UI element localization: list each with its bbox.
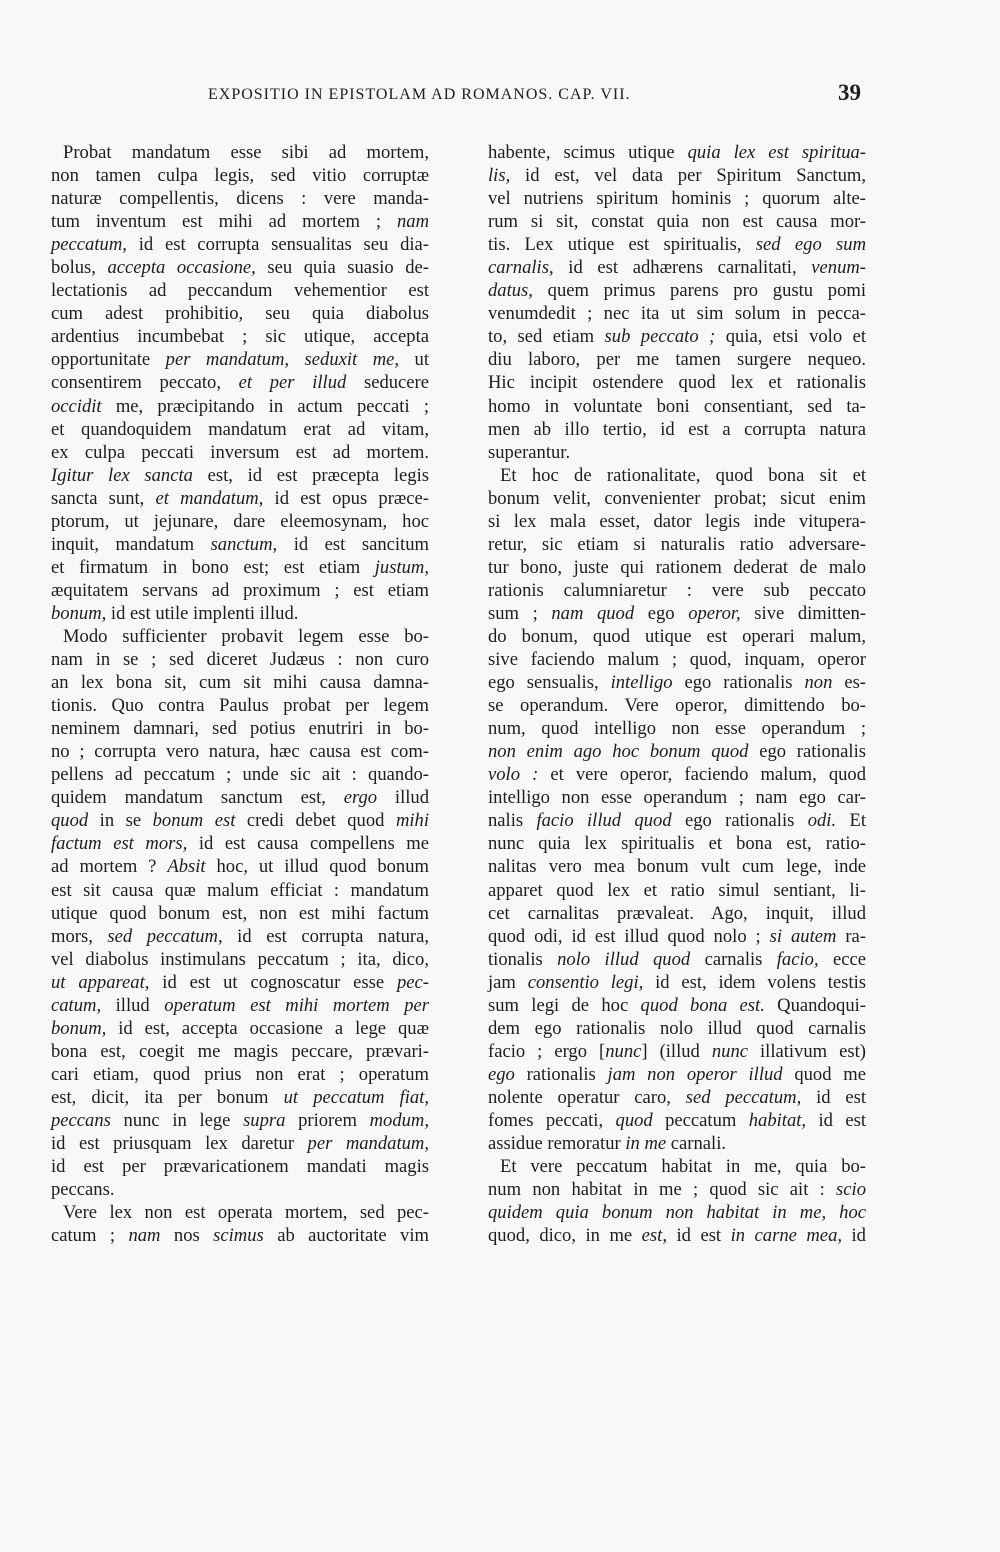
text-segment: credi debet quod bbox=[235, 810, 396, 832]
text-segment: mors, bbox=[51, 925, 108, 947]
text-line bbox=[51, 694, 429, 717]
italic-segment: nolo illud quod bbox=[557, 948, 691, 970]
text-segment: ex culpa peccati inversum est ad mortem. bbox=[51, 441, 429, 463]
italic-segment: pec- bbox=[396, 971, 429, 993]
text-segment: et vere operor, faciendo malum, quod bbox=[538, 764, 867, 786]
text-line bbox=[488, 855, 866, 878]
text-line bbox=[51, 279, 429, 302]
text-line bbox=[488, 348, 866, 371]
text-line bbox=[488, 464, 866, 487]
italic-segment: operatum est mihi mortem per bbox=[164, 994, 429, 1016]
text-line bbox=[51, 371, 429, 394]
text-line bbox=[51, 902, 429, 925]
text-segment: id est sancitum bbox=[277, 533, 429, 555]
text-line bbox=[51, 1109, 429, 1132]
text-line bbox=[51, 233, 429, 256]
text-segment: tis. Lex utique est spiritualis, bbox=[488, 234, 756, 256]
text-segment: ego sensualis, bbox=[488, 672, 611, 694]
text-line bbox=[488, 902, 866, 925]
italic-segment: habitat, bbox=[748, 1109, 807, 1131]
text-line bbox=[51, 395, 429, 418]
italic-segment: quod bbox=[615, 1109, 653, 1131]
text-line bbox=[488, 625, 866, 648]
text-segment: peccatum bbox=[652, 1109, 749, 1131]
text-segment: id est, accepta occasione a lege quæ bbox=[106, 1017, 429, 1039]
text-segment: ego rationalis bbox=[671, 810, 808, 832]
text-segment: quidem mandatum sanctum est, bbox=[51, 787, 344, 809]
text-segment: id est per prævaricationem mandati magis bbox=[51, 1156, 429, 1178]
text-line bbox=[51, 648, 429, 671]
text-segment: bona est, coegit me magis peccare, prævari- bbox=[51, 1040, 429, 1062]
italic-segment: modum, bbox=[369, 1109, 429, 1131]
text-line bbox=[488, 648, 866, 671]
italic-segment: peccans bbox=[51, 1109, 111, 1131]
text-line bbox=[488, 395, 866, 418]
text-line bbox=[51, 579, 429, 602]
text-segment: ad mortem ? bbox=[51, 856, 168, 878]
text-segment: ut bbox=[399, 349, 429, 371]
text-line bbox=[488, 971, 866, 994]
text-segment: Et vere peccatum habitat in me, quia bo- bbox=[500, 1156, 866, 1178]
italic-segment: facio illud quod bbox=[536, 810, 672, 832]
italic-segment: Absit bbox=[167, 856, 206, 878]
text-segment: sancta sunt, bbox=[51, 487, 156, 509]
text-segment: lectationis ad peccandum vehementior est bbox=[51, 280, 429, 302]
text-segment: id est corrupta natura, bbox=[222, 925, 430, 947]
italic-segment: ut appareat, bbox=[51, 971, 150, 993]
text-segment: assidue remoratur bbox=[488, 1133, 626, 1155]
text-segment: intelligo non esse operandum ; nam ego car- bbox=[488, 787, 866, 809]
italic-segment: carnalis, bbox=[488, 257, 554, 279]
italic-segment: mihi bbox=[395, 810, 429, 832]
text-line bbox=[488, 925, 866, 948]
left-column bbox=[51, 141, 429, 1247]
text-line bbox=[51, 418, 429, 441]
italic-segment: quod bona est. bbox=[640, 994, 765, 1016]
italic-segment: per mandatum, seduxit me, bbox=[165, 349, 400, 371]
text-segment: carnali. bbox=[666, 1133, 727, 1155]
text-segment: id est adhærens carnalitati, bbox=[553, 257, 812, 279]
text-segment: bolus, bbox=[51, 257, 108, 279]
text-segment: in se bbox=[88, 810, 153, 832]
text-segment: es- bbox=[832, 672, 866, 694]
text-segment: tionalis bbox=[488, 948, 558, 970]
text-segment: ardentius incumbebat ; sic utique, accepta bbox=[51, 326, 429, 348]
text-line bbox=[488, 763, 866, 786]
text-line bbox=[488, 441, 866, 464]
text-segment: nunc in lege bbox=[110, 1109, 244, 1131]
text-segment: Et hoc de rationalitate, quod bona sit et bbox=[500, 464, 866, 486]
text-segment: Hic incipit ostendere quod lex et rationalis bbox=[488, 372, 866, 394]
text-segment: me, præcipitando in actum peccati ; bbox=[101, 395, 429, 417]
text-line bbox=[51, 1040, 429, 1063]
text-segment: ego rationalis bbox=[672, 672, 805, 694]
text-segment: id est corrupta sensualitas seu dia- bbox=[126, 234, 429, 256]
text-segment: ] (illud bbox=[641, 1040, 712, 1062]
text-segment: Quandoqui- bbox=[764, 994, 866, 1016]
text-segment: ra- bbox=[836, 925, 866, 947]
text-line bbox=[51, 994, 429, 1017]
italic-segment: factum est mors, bbox=[51, 833, 188, 855]
italic-segment: intelligo bbox=[610, 672, 673, 694]
text-segment: num, quod intelligo non esse operandum ; bbox=[488, 718, 866, 740]
text-line bbox=[51, 487, 429, 510]
italic-segment: bonum, bbox=[51, 1017, 107, 1039]
text-segment: illud bbox=[377, 787, 429, 809]
text-line bbox=[488, 325, 866, 348]
text-segment: est sit causa quæ malum efficiat : mandatum bbox=[51, 879, 429, 901]
text-segment: est, dicit, ita per bonum bbox=[51, 1086, 284, 1108]
text-segment: do bonum, quod utique est operari malum, bbox=[488, 625, 866, 647]
text-segment: rum si sit, constat quia non est causa mor- bbox=[488, 211, 866, 233]
text-line bbox=[488, 740, 866, 763]
text-segment: ptorum, ut jejunare, dare eleemosynam, hoc bbox=[51, 510, 429, 532]
text-line bbox=[488, 487, 866, 510]
text-segment: carnalis bbox=[690, 948, 777, 970]
italic-segment: bonum est bbox=[152, 810, 236, 832]
text-segment: id est priusquam lex daretur bbox=[51, 1133, 308, 1155]
text-segment: dem ego rationalis nolo illud quod carnalis bbox=[488, 1017, 866, 1039]
italic-segment: jam non operor illud bbox=[607, 1063, 783, 1085]
text-line bbox=[51, 256, 429, 279]
text-line bbox=[51, 855, 429, 878]
text-segment: id est bbox=[666, 1225, 731, 1247]
text-segment: Modo sufficienter probavit legem esse bo- bbox=[63, 625, 429, 647]
italic-segment: peccatum, bbox=[51, 234, 127, 256]
text-segment: homo in voluntate boni consentiant, sed ta- bbox=[488, 395, 866, 417]
italic-segment: odi. bbox=[807, 810, 837, 832]
text-segment: num non habitat in me ; quod sic ait : bbox=[488, 1179, 837, 1201]
text-segment: id est utile implenti illud. bbox=[106, 602, 299, 624]
text-segment: no ; corrupta vero natura, hæc causa est com- bbox=[51, 741, 429, 763]
text-line bbox=[51, 1017, 429, 1040]
text-line bbox=[51, 556, 429, 579]
italic-segment: consentio legi, bbox=[527, 971, 644, 993]
text-segment: Et bbox=[836, 810, 866, 832]
text-line bbox=[51, 533, 429, 556]
italic-segment: supra bbox=[243, 1109, 286, 1131]
text-segment: utique quod bonum est, non est mihi factum bbox=[51, 902, 429, 924]
italic-segment: per mandatum, bbox=[307, 1133, 429, 1155]
text-segment: si lex mala esset, dator legis inde vitupera- bbox=[488, 510, 866, 532]
italic-segment: quia lex est spiritua- bbox=[687, 142, 866, 163]
italic-segment: sed peccatum, bbox=[685, 1086, 802, 1108]
page-number: 39 bbox=[838, 80, 861, 105]
text-line bbox=[51, 971, 429, 994]
italic-segment: occidit bbox=[51, 395, 102, 417]
text-segment: opportunitate bbox=[51, 349, 166, 371]
italic-segment: ut peccatum fiat, bbox=[283, 1086, 430, 1108]
text-line bbox=[51, 879, 429, 902]
text-segment: tum inventum est mihi ad mortem ; bbox=[51, 211, 397, 233]
text-segment: ecce bbox=[818, 948, 866, 970]
text-line bbox=[488, 164, 866, 187]
italic-segment: sed peccatum, bbox=[107, 925, 223, 947]
text-line bbox=[51, 1132, 429, 1155]
text-line bbox=[488, 302, 866, 325]
italic-segment: operor, bbox=[688, 602, 741, 624]
text-segment: et quandoquidem mandatum erat ad vitam, bbox=[51, 418, 429, 440]
text-segment: ego rationalis bbox=[748, 741, 866, 763]
italic-segment: sed ego sum bbox=[755, 234, 867, 256]
text-line bbox=[488, 879, 866, 902]
text-line bbox=[488, 694, 866, 717]
text-segment: nam in se ; sed diceret Judæus : non curo bbox=[51, 649, 429, 671]
text-line bbox=[488, 579, 866, 602]
italic-segment: et per illud bbox=[238, 372, 347, 394]
text-line bbox=[488, 210, 866, 233]
italic-segment: volo : bbox=[488, 764, 539, 786]
text-line bbox=[488, 556, 866, 579]
text-line bbox=[488, 1017, 866, 1040]
italic-segment: est, bbox=[641, 1225, 667, 1247]
text-segment: consentirem peccato, bbox=[51, 372, 239, 394]
text-segment: cari etiam, quod prius non erat ; operatum bbox=[51, 1063, 429, 1085]
text-line bbox=[51, 786, 429, 809]
text-line bbox=[488, 256, 866, 279]
italic-segment: facio, bbox=[776, 948, 819, 970]
text-segment: illud bbox=[101, 994, 165, 1016]
text-segment: diu laboro, per me tamen surgere nequeo. bbox=[488, 349, 866, 371]
text-segment: sum legi de hoc bbox=[488, 994, 641, 1016]
text-segment: neminem damnari, sed potius enutriri in bo- bbox=[51, 718, 429, 740]
text-line bbox=[488, 1086, 866, 1109]
italic-segment: Igitur lex sancta bbox=[51, 464, 193, 486]
text-line bbox=[488, 1040, 866, 1063]
text-line bbox=[488, 1155, 866, 1178]
italic-segment: nam bbox=[396, 211, 429, 233]
text-segment: id est, vel data per Spiritum Sanctum, bbox=[510, 165, 866, 187]
text-line bbox=[488, 371, 866, 394]
text-line bbox=[51, 1155, 429, 1178]
text-line bbox=[51, 210, 429, 233]
text-segment: nolente operatur caro, bbox=[488, 1086, 686, 1108]
text-line bbox=[488, 809, 866, 832]
text-segment: ab auctoritate vim bbox=[263, 1225, 429, 1247]
text-line bbox=[51, 763, 429, 786]
italic-segment: scimus bbox=[213, 1225, 264, 1247]
text-segment: nalis bbox=[488, 810, 537, 832]
text-segment: seu quia suasio de- bbox=[255, 257, 430, 279]
text-line bbox=[488, 279, 866, 302]
text-line bbox=[488, 510, 866, 533]
italic-segment: ego bbox=[488, 1063, 515, 1085]
italic-segment: in me bbox=[625, 1133, 667, 1155]
italic-segment: nam quod bbox=[551, 602, 635, 624]
text-segment: inquit, mandatum bbox=[51, 533, 211, 555]
italic-segment: si autem bbox=[769, 925, 837, 947]
text-segment: id est opus præce- bbox=[263, 487, 429, 509]
text-line bbox=[488, 141, 866, 164]
text-segment: seducere bbox=[346, 372, 430, 394]
text-segment: id est causa compellens me bbox=[187, 833, 430, 855]
italic-segment: quod bbox=[51, 810, 89, 832]
text-line bbox=[488, 418, 866, 441]
text-line bbox=[488, 602, 866, 625]
text-line bbox=[488, 671, 866, 694]
text-segment: se operandum. Vere operor, dimittendo bo- bbox=[488, 695, 866, 717]
italic-segment: quidem quia bonum non habitat in me, hoc bbox=[488, 1202, 866, 1224]
text-line bbox=[488, 1201, 866, 1224]
text-line bbox=[488, 1178, 866, 1201]
text-line bbox=[51, 464, 429, 487]
text-line bbox=[51, 832, 429, 855]
text-line bbox=[51, 602, 429, 625]
text-segment: æquitatem servans ad proximum ; est etiam bbox=[51, 579, 429, 601]
text-line bbox=[488, 994, 866, 1017]
text-segment: bonum velit, convenienter probat; sicut enim bbox=[488, 487, 866, 509]
italic-segment: accepta occasione, bbox=[107, 257, 256, 279]
text-line bbox=[51, 510, 429, 533]
italic-segment: scio bbox=[836, 1179, 866, 1201]
text-segment: est, id est præcepta legis bbox=[192, 464, 429, 486]
text-segment: sive dimitten- bbox=[740, 602, 866, 624]
text-line bbox=[51, 441, 429, 464]
text-segment: jam bbox=[488, 971, 528, 993]
text-segment: illativum est) bbox=[748, 1040, 866, 1062]
text-segment: quia, etsi volo et bbox=[715, 326, 866, 348]
text-segment: apparet quod lex et ratio simul sentiant, li- bbox=[488, 879, 866, 901]
text-line bbox=[51, 1086, 429, 1109]
italic-segment: datus, bbox=[488, 280, 533, 302]
text-line bbox=[488, 786, 866, 809]
text-line bbox=[51, 625, 429, 648]
text-line bbox=[488, 1063, 866, 1086]
italic-segment: sub peccato ; bbox=[604, 326, 716, 348]
text-segment: facio ; ergo [ bbox=[488, 1040, 606, 1062]
italic-segment: non bbox=[804, 672, 833, 694]
running-title: EXPOSITIO IN EPISTOLAM AD ROMANOS. CAP. VII. bbox=[208, 86, 631, 103]
italic-segment: nunc bbox=[711, 1040, 748, 1062]
italic-segment: venum- bbox=[811, 257, 866, 279]
text-segment: venumdedit ; nec ita ut sim solum in pecca- bbox=[488, 303, 866, 325]
italic-segment: bonum, bbox=[51, 602, 107, 624]
italic-segment: sanctum, bbox=[210, 533, 278, 555]
text-segment: habente, scimus utique bbox=[488, 142, 688, 163]
text-segment: naturæ compellentis, dicens : vere manda- bbox=[51, 188, 429, 210]
text-segment: an lex bona sit, cum sit mihi causa damna- bbox=[51, 672, 429, 694]
text-segment: priorem bbox=[285, 1109, 370, 1131]
text-segment: retur, sic etiam si naturalis ratio adversare- bbox=[488, 533, 866, 555]
text-segment: fomes peccati, bbox=[488, 1109, 616, 1131]
text-segment: quem primus parens pro gustu pomi bbox=[532, 280, 866, 302]
text-segment: hoc, ut illud quod bonum bbox=[205, 856, 429, 878]
text-line bbox=[488, 1132, 866, 1155]
italic-segment: nam bbox=[128, 1225, 161, 1247]
text-segment: id est bbox=[806, 1109, 867, 1131]
text-line bbox=[488, 948, 866, 971]
text-segment: sive faciendo malum ; quod, inquam, operor bbox=[488, 649, 866, 671]
text-segment: men ab illo tertio, id est a corrupta natura bbox=[488, 418, 866, 440]
text-segment: tionis. Quo contra Paulus probat per legem bbox=[51, 695, 429, 717]
text-line bbox=[51, 948, 429, 971]
text-segment: quod me bbox=[782, 1063, 866, 1085]
text-line bbox=[51, 302, 429, 325]
text-line bbox=[51, 1224, 429, 1247]
text-line bbox=[51, 1178, 429, 1201]
italic-segment: lis, bbox=[488, 165, 511, 187]
italic-segment: justum, bbox=[374, 556, 429, 578]
text-segment: Probat mandatum esse sibi ad mortem, bbox=[63, 142, 429, 163]
text-segment: nalitas vero mea bonum vult cum lege, inde bbox=[488, 856, 866, 878]
text-segment: tur bono, juste qui rationem dederat de malo bbox=[488, 556, 866, 578]
text-segment: nos bbox=[160, 1225, 214, 1247]
text-segment: vel diabolus instimulans peccatum ; ita, dico, bbox=[51, 948, 429, 970]
text-segment: id est ut cognoscatur esse bbox=[149, 971, 397, 993]
text-segment: to, sed etiam bbox=[488, 326, 605, 348]
text-line bbox=[51, 325, 429, 348]
text-line bbox=[51, 1063, 429, 1086]
italic-segment: nunc bbox=[605, 1040, 642, 1062]
text-line bbox=[51, 809, 429, 832]
text-line bbox=[488, 533, 866, 556]
text-segment: cum adest prohibitio, seu quia diabolus bbox=[51, 303, 429, 325]
italic-segment: in carne mea, bbox=[730, 1225, 843, 1247]
italic-segment: ergo bbox=[343, 787, 378, 809]
text-segment: id bbox=[842, 1225, 866, 1247]
text-segment: quod, dico, in me bbox=[488, 1225, 642, 1247]
text-segment: rationis calumniaretur : vere sub peccato bbox=[488, 579, 866, 601]
text-segment: sum ; bbox=[488, 602, 552, 624]
right-column bbox=[488, 141, 866, 1247]
text-segment: vel nutriens spiritum hominis ; quorum alte- bbox=[488, 188, 866, 210]
text-segment: rationalis bbox=[514, 1063, 608, 1085]
text-segment: et firmatum in bono est; est etiam bbox=[51, 556, 375, 578]
text-segment: id est, idem volens testis bbox=[643, 971, 866, 993]
text-segment: nunc quia lex spiritualis et bona est, ratio- bbox=[488, 833, 866, 855]
text-segment: ego bbox=[634, 602, 689, 624]
text-line bbox=[51, 141, 429, 164]
text-line bbox=[488, 1224, 866, 1247]
text-line bbox=[51, 1201, 429, 1224]
text-line bbox=[51, 671, 429, 694]
text-line bbox=[488, 233, 866, 256]
italic-segment: non enim ago hoc bonum quod bbox=[488, 741, 749, 763]
text-line bbox=[51, 164, 429, 187]
text-segment: quod odi, id est illud quod nolo ; bbox=[488, 925, 770, 947]
text-line bbox=[51, 925, 429, 948]
text-segment: Vere lex non est operata mortem, sed pec- bbox=[63, 1202, 429, 1224]
text-segment: peccans. bbox=[51, 1179, 115, 1201]
text-segment: cet carnalitas prævaleat. Ago, inquit, illud bbox=[488, 902, 866, 924]
text-line bbox=[51, 348, 429, 371]
text-segment: id est bbox=[801, 1086, 867, 1108]
text-segment: non tamen culpa legis, sed vitio corruptæ bbox=[51, 165, 429, 187]
text-line bbox=[488, 832, 866, 855]
text-line bbox=[51, 717, 429, 740]
text-segment: catum ; bbox=[51, 1225, 129, 1247]
text-line bbox=[488, 717, 866, 740]
text-segment: superantur. bbox=[488, 441, 571, 463]
text-line bbox=[51, 187, 429, 210]
text-line bbox=[488, 1109, 866, 1132]
text-segment: pellens ad peccatum ; unde sic ait : quando- bbox=[51, 764, 429, 786]
text-line bbox=[51, 740, 429, 763]
italic-segment: catum, bbox=[51, 994, 102, 1016]
text-line bbox=[488, 187, 866, 210]
italic-segment: et mandatum, bbox=[155, 487, 264, 509]
